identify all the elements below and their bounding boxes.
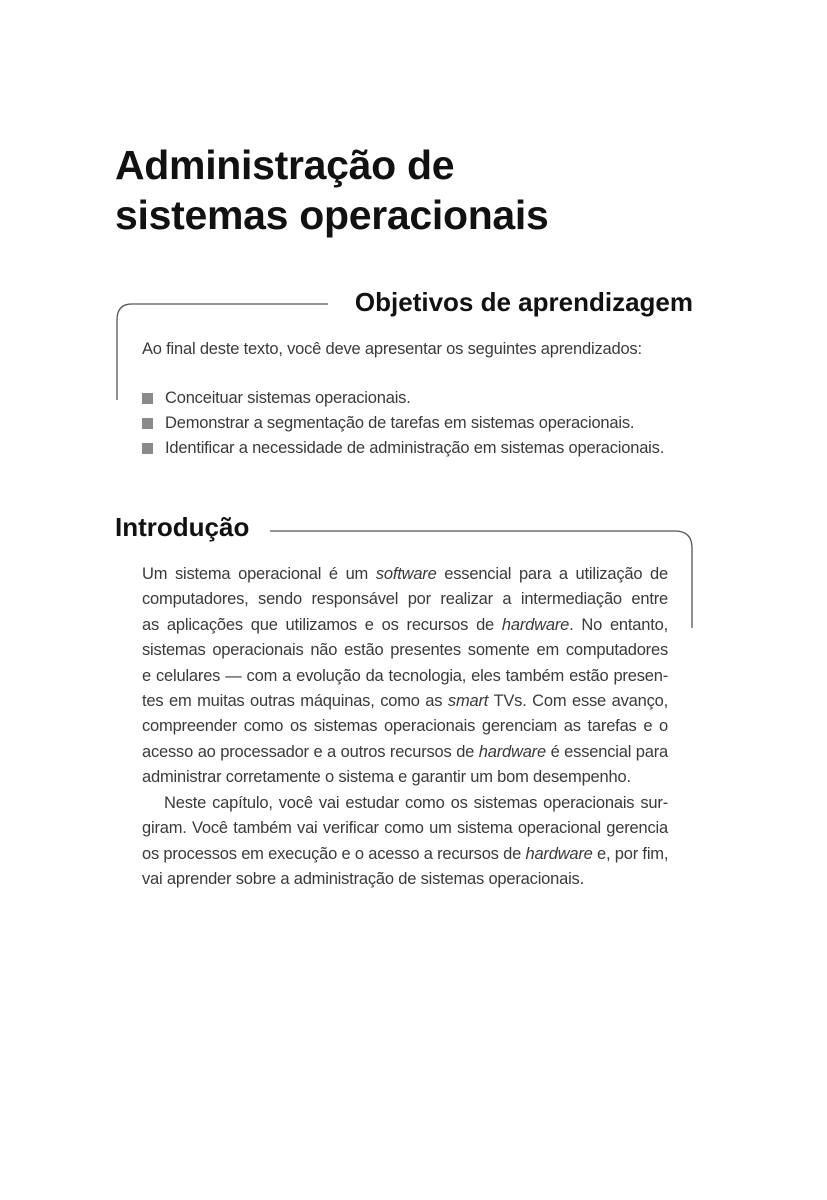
objective-text: Conceituar sistemas operacionais. bbox=[165, 389, 411, 407]
text-line bbox=[142, 740, 668, 765]
text-segment: acesso ao processador e a outros recursos de bbox=[142, 742, 479, 761]
text-segment: e celulares — com a evolução da tecnologia, eles também estão presen- bbox=[142, 666, 668, 685]
introduction-paragraph-2 bbox=[142, 791, 668, 893]
objective-text: Demonstrar a segmentação de tarefas em sistemas operacionais. bbox=[165, 414, 635, 432]
text-line bbox=[142, 562, 668, 587]
bullet-square-icon bbox=[142, 418, 153, 429]
text-line bbox=[142, 842, 668, 867]
text-segment: as aplicações que utilizamos e os recursos de bbox=[142, 615, 502, 634]
italic-term: smart bbox=[447, 691, 489, 710]
text-segment: administrar corretamente o sistema e garantir um bom desempenho. bbox=[142, 768, 631, 787]
text-line bbox=[142, 714, 668, 739]
text-line bbox=[142, 664, 668, 689]
text-segment: compreender como os sistemas operacionais gerenciam as tarefas e o bbox=[142, 717, 668, 736]
text-segment: os processos em execução e o acesso a recursos de bbox=[142, 844, 526, 863]
italic-term: hardware bbox=[478, 742, 546, 761]
list-item bbox=[142, 386, 664, 411]
page-title bbox=[115, 140, 549, 240]
text-line bbox=[142, 867, 668, 892]
objectives-intro: Ao final deste texto, você deve apresentar os seguintes aprendizados: bbox=[142, 340, 642, 358]
text-segment: computadores, sendo responsável por realizar a intermediação entre bbox=[142, 590, 668, 609]
text-line bbox=[142, 638, 668, 663]
text-line bbox=[142, 587, 668, 612]
list-item bbox=[142, 436, 664, 461]
text-line bbox=[142, 765, 668, 790]
introduction-paragraph-1 bbox=[142, 562, 668, 791]
list-item bbox=[142, 411, 664, 436]
bullet-square-icon bbox=[142, 443, 153, 454]
text-segment: TVs. Com esse avanço, bbox=[488, 691, 668, 710]
text-segment: . No entanto, bbox=[569, 615, 668, 634]
text-segment: sistemas operacionais não estão presentes somente em computadores bbox=[142, 641, 668, 660]
text-line bbox=[142, 816, 668, 841]
page-title-line-1: Administração de bbox=[115, 142, 455, 188]
text-segment: essencial para a utilização de bbox=[436, 565, 668, 583]
bullet-square-icon bbox=[142, 393, 153, 404]
italic-term: hardware bbox=[525, 844, 593, 863]
text-segment: é essencial para bbox=[545, 742, 668, 761]
objective-text: Identificar a necessidade de administração em sistemas operacionais. bbox=[165, 439, 665, 457]
objectives-list bbox=[142, 386, 664, 461]
italic-term: software bbox=[375, 565, 437, 583]
text-segment: e, por fim, bbox=[592, 844, 669, 863]
page-title-line-2: sistemas operacionais bbox=[115, 192, 549, 238]
introduction-heading: Introdução bbox=[115, 512, 250, 542]
text-line bbox=[142, 689, 668, 714]
objectives-heading: Objetivos de aprendizagem bbox=[354, 287, 693, 317]
text-line bbox=[142, 791, 668, 816]
text-segment: tes em muitas outras máquinas, como as bbox=[142, 691, 448, 710]
text-segment: vai aprender sobre a administração de sistemas operacionais. bbox=[142, 870, 584, 889]
italic-term: hardware bbox=[501, 615, 570, 634]
text-segment: Neste capítulo, você vai estudar como os sistemas operacionais sur- bbox=[164, 794, 668, 812]
text-segment: giram. Você também vai verificar como um sistema operacional gerencia bbox=[142, 819, 668, 838]
text-segment: Um sistema operacional é um bbox=[142, 565, 376, 583]
text-line bbox=[142, 613, 668, 638]
